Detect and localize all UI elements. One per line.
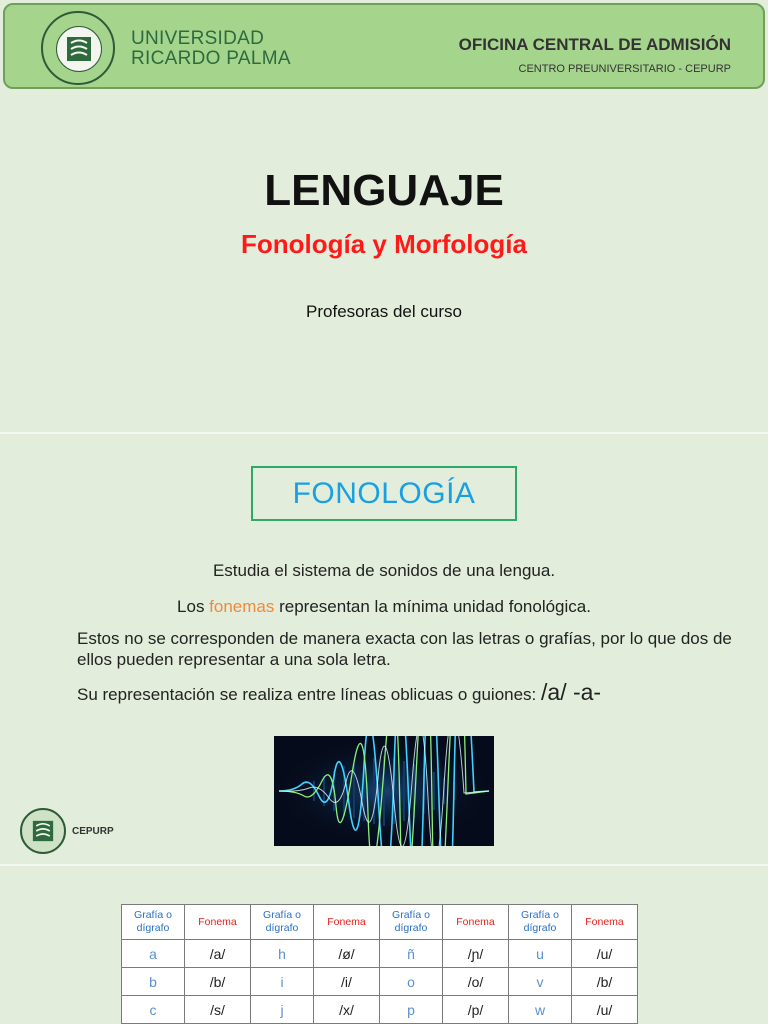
phoneme-cell: /ø/ (314, 940, 380, 968)
table-header-row (122, 905, 638, 940)
phoneme-sentence-end: representan la mínima unidad fonológica. (274, 597, 591, 616)
course-title: LENGUAJE (264, 166, 504, 215)
column-header: Grafía o dígrafo (380, 905, 443, 940)
grapheme-cell: i (251, 968, 314, 996)
phoneme-cell: /a/ (185, 940, 251, 968)
phoneme-sentence-start: Los (177, 597, 210, 616)
phoneme-cell: /s/ (185, 996, 251, 1024)
section-title-box: FONOLOGÍA (251, 466, 517, 521)
cepurp-seal-logo (20, 808, 66, 854)
university-name-line1: UNIVERSIDAD (131, 28, 265, 49)
grapheme-cell: v (509, 968, 572, 996)
office-title: OFICINA CENTRAL DE ADMISIÓN (458, 35, 731, 54)
phoneme-cell: /i/ (314, 968, 380, 996)
grapheme-cell: ñ (380, 940, 443, 968)
phoneme-table-slide (0, 866, 768, 1024)
table-row (122, 968, 638, 996)
sound-wave-image (274, 736, 494, 846)
university-name-line2: RICARDO PALMA (131, 48, 291, 69)
leaf-emblem-icon (66, 36, 92, 62)
grapheme-cell: o (380, 968, 443, 996)
phoneme-cell: /p/ (443, 996, 509, 1024)
correspondence-text: Estos no se corresponden de manera exacta con las letras o grafías, por lo que dos de ellos pueden representar a una sola letra. (77, 629, 732, 669)
teachers-label: Profesoras del curso (306, 302, 462, 321)
grapheme-cell: u (509, 940, 572, 968)
phoneme-cell: /o/ (443, 968, 509, 996)
university-seal-logo (41, 11, 115, 85)
grapheme-cell: b (122, 968, 185, 996)
representation-sentence: Su representación se realiza entre líneas oblicuas o guiones: (77, 685, 542, 704)
column-header: Grafía o dígrafo (122, 905, 185, 940)
university-name (131, 29, 291, 69)
center-subtitle: CENTRO PREUNIVERSITARIO - CEPURP (518, 63, 731, 75)
course-subtitle: Fonología y Morfología (241, 229, 527, 259)
column-header: Grafía o dígrafo (509, 905, 572, 940)
leaf-emblem-icon (32, 820, 54, 842)
phoneme-cell: /u/ (572, 940, 638, 968)
grapheme-cell: w (509, 996, 572, 1024)
phoneme-cell: /b/ (572, 968, 638, 996)
grapheme-cell: p (380, 996, 443, 1024)
phoneme-sentence (0, 596, 768, 617)
sound-wave-icon (274, 736, 494, 846)
phoneme-cell: /x/ (314, 996, 380, 1024)
definition-text: Estudia el sistema de sonidos de una lengua. (212, 561, 556, 580)
grapheme-cell: j (251, 996, 314, 1024)
header-banner (3, 3, 765, 89)
representation-examples: /a/ -a- (541, 679, 602, 705)
table-row (122, 940, 638, 968)
column-header: Fonema (314, 905, 380, 940)
column-header: Fonema (443, 905, 509, 940)
table-row (122, 996, 638, 1024)
column-header: Fonema (185, 905, 251, 940)
phoneme-cell: /u/ (572, 996, 638, 1024)
grapheme-cell: c (122, 996, 185, 1024)
grapheme-cell: a (122, 940, 185, 968)
phoneme-cell: /ɲ/ (443, 940, 509, 968)
fonologia-slide (0, 434, 768, 864)
phoneme-keyword: fonemas (209, 597, 275, 616)
grapheme-cell: h (251, 940, 314, 968)
representation-text (77, 679, 757, 705)
cepurp-label: CEPURP (72, 826, 114, 837)
title-slide (0, 0, 768, 432)
grapheme-phoneme-table (121, 904, 638, 1024)
phoneme-cell: /b/ (185, 968, 251, 996)
column-header: Grafía o dígrafo (251, 905, 314, 940)
column-header: Fonema (572, 905, 638, 940)
